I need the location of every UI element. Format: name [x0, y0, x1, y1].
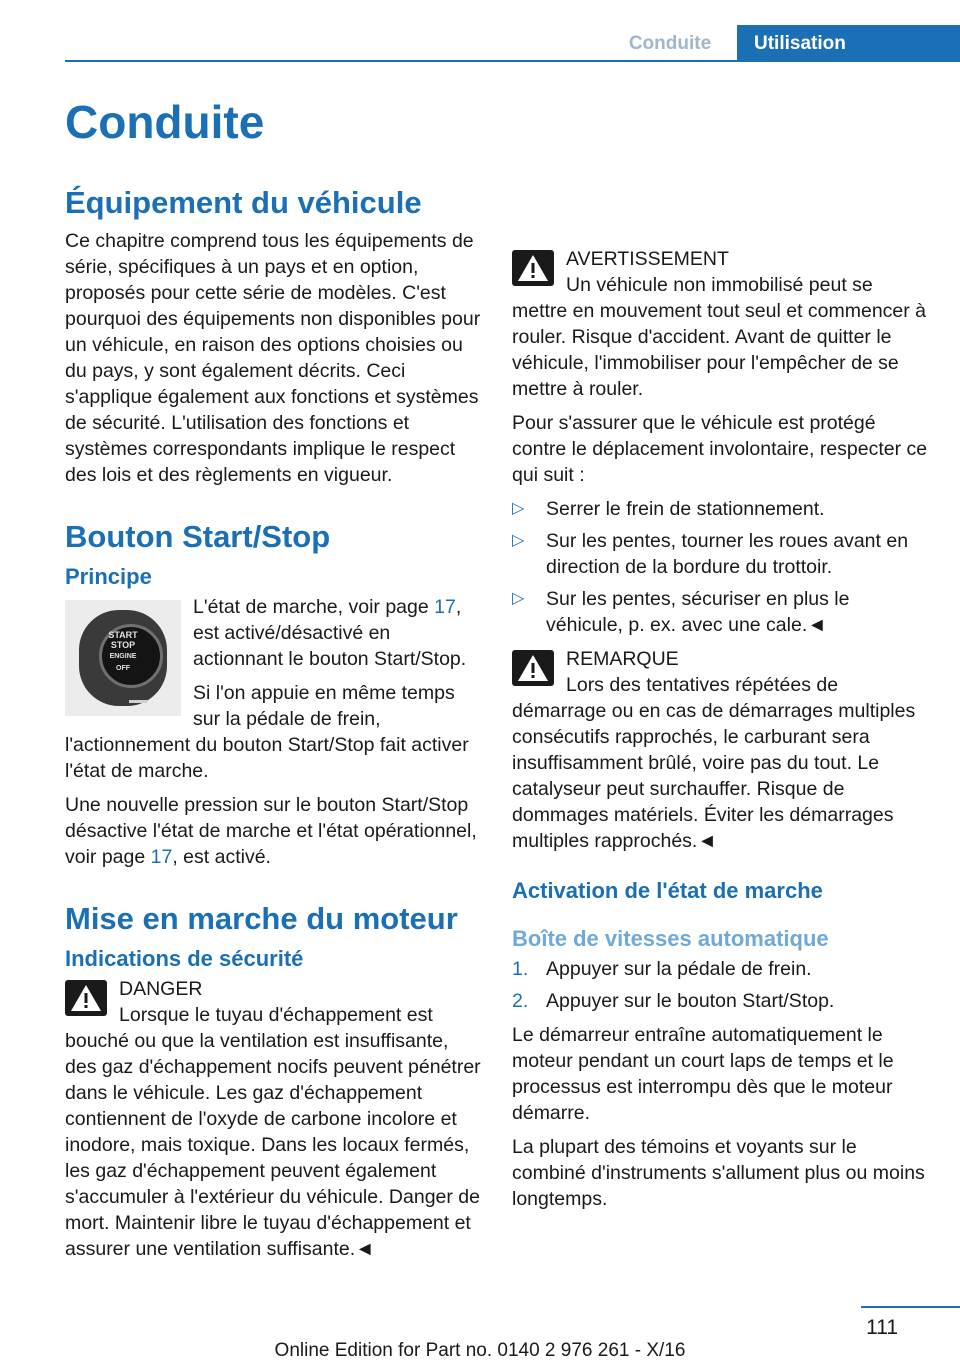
- list-item: [512, 586, 928, 638]
- knob-label-engine: ENGINE: [109, 653, 137, 660]
- subheading-securite: Indications de sécurité: [65, 946, 304, 971]
- warning-triangle-icon: [512, 650, 554, 686]
- subheading-activation: Activation de l'état de marche: [512, 878, 823, 903]
- knob-label-start: START: [108, 630, 138, 640]
- header-rule: [65, 60, 960, 62]
- list-item-text: Sur les pentes, tourner les roues avant en direction de la bordure du trottoir.: [546, 530, 909, 578]
- page-title: Conduite: [65, 96, 265, 148]
- avertissement-box: [512, 246, 928, 402]
- step-text: Appuyer sur le bouton Start/Stop.: [546, 990, 835, 1012]
- list-item: [512, 988, 928, 1014]
- principe-p3-a: Une nouvelle pression sur le bouton Start/Stop désactive l'état de marche et l'état opérationnel, voir page: [65, 794, 477, 868]
- start-stop-button-image: [65, 600, 181, 716]
- principe-p3: [65, 792, 481, 870]
- avertissement-title: AVERTISSEMENT: [566, 248, 729, 270]
- subheading-principe: Principe: [65, 564, 152, 589]
- header-tab-utilisation[interactable]: Utilisation: [737, 25, 960, 62]
- page-number: 111: [866, 1316, 898, 1339]
- activation-steps: [512, 956, 928, 1014]
- danger-title: DANGER: [119, 978, 203, 1000]
- activation-p1: Le démarreur entraîne automatiquement le moteur pendant un court laps de temps et le processus est interrompu dès que le moteur démarre.: [512, 1024, 894, 1124]
- triangle-bullet-icon: ▷: [512, 500, 525, 517]
- avertissement-text: Un véhicule non immobilisé peut se mettre en mouvement tout seul et commencer à rouler. Risque d'accident. Avant de quitter le véhicule, l'immobiliser pour l'empêcher de se mettre à rouler.: [512, 274, 927, 400]
- page-link-17[interactable]: 17: [434, 596, 456, 618]
- section-heading-mise-en-marche: Mise en marche du moteur: [65, 901, 458, 936]
- activation-p2: La plupart des témoins et voyants sur le combiné d'instruments s'allument plus ou moins longtemps.: [512, 1136, 925, 1210]
- knob-indicator-bar: [129, 700, 147, 703]
- danger-text: Lorsque le tuyau d'échappement est bouché ou que la ventilation est insuffisante, des gaz d'échappement nocifs peuvent pénétrer dans le véhicule. Les gaz d'échappement contiennent de l'oxyde de carbone incolore et inodore, mais toxique. Dans les locaux fermés, les gaz d'échappement peuvent également s'accumuler à l'extérieur du véhicule. Danger de mort. Maintenir libre le tuyau d'échappement et assurer une ventilation suffisante.◄: [65, 1004, 481, 1260]
- secure-list: [512, 496, 928, 638]
- section-heading-start-stop: Bouton Start/Stop: [65, 519, 331, 554]
- list-item-text: Serrer le frein de stationnement.: [546, 498, 825, 520]
- equipement-text: Ce chapitre comprend tous les équipements de série, spécifiques à un pays et en option, proposés pour cette série de modèles. C'est pourquoi des équipements non disponibles pour un véhicule, en raison des options choisies ou du pays, y sont également décrits. Ceci s'applique également aux fonctions et systèmes de sécurité. L'utilisation des fonctions et systèmes correspondants implique le respect des lois et des règlements en vigueur.: [65, 230, 481, 486]
- warning-triangle-icon: [65, 980, 107, 1016]
- danger-box: [65, 976, 481, 1262]
- list-item-text: Sur les pentes, sécuriser en plus le véhicule, p. ex. avec une cale.◄: [546, 588, 850, 636]
- list-item: [512, 528, 928, 580]
- knob-label-stop: STOP: [110, 640, 136, 650]
- warning-triangle-icon: [512, 250, 554, 286]
- remarque-title: REMARQUE: [566, 648, 679, 670]
- remarque-box: [512, 646, 928, 854]
- page-link-17-b[interactable]: 17: [150, 846, 173, 868]
- secure-text: Pour s'assurer que le véhicule est protégé contre le déplacement involontaire, respecter ce qui suit :: [512, 412, 928, 486]
- principe-p2: Si l'on appuie en même temps sur la pédale de frein, l'actionnement du bouton Start/Stop fait activer l'état de marche.: [65, 682, 469, 782]
- edition-footer: Online Edition for Part no. 0140 2 976 261 - X/16: [274, 1340, 686, 1361]
- knob-label: [95, 630, 151, 674]
- right-column: [512, 184, 928, 1220]
- list-item: [512, 956, 928, 982]
- step-number: 1.: [512, 958, 529, 980]
- triangle-bullet-icon: ▷: [512, 532, 525, 549]
- header-tab-conduite[interactable]: Conduite: [628, 33, 712, 54]
- section-heading-equipement: Équipement du véhicule: [65, 185, 422, 220]
- knob-label-off: OFF: [116, 665, 130, 672]
- footer-rule: [861, 1306, 960, 1308]
- subheading-boite-auto: Boîte de vitesses automatique: [512, 926, 829, 951]
- triangle-bullet-icon: ▷: [512, 590, 525, 607]
- list-item: [512, 496, 928, 522]
- step-text: Appuyer sur la pédale de frein.: [546, 958, 812, 980]
- remarque-text: Lors des tentatives répétées de démarrage ou en cas de démarrages multiples consécutifs rapprochés, le carburant sera insuffisamment brûlé, voire pas du tout. Le catalyseur peut surchauffer. Risque de dommages matériels. Éviter les démarrages multiples rapprochés.◄: [512, 674, 916, 852]
- left-column: [65, 184, 481, 1270]
- principe-p1-a: L'état de marche, voir page: [193, 596, 435, 618]
- step-number: 2.: [512, 990, 529, 1012]
- principe-p1-b: , est activé/désactivé en actionnant le bouton Start/Stop.: [193, 596, 467, 670]
- principe-p3-b: , est activé.: [172, 846, 271, 868]
